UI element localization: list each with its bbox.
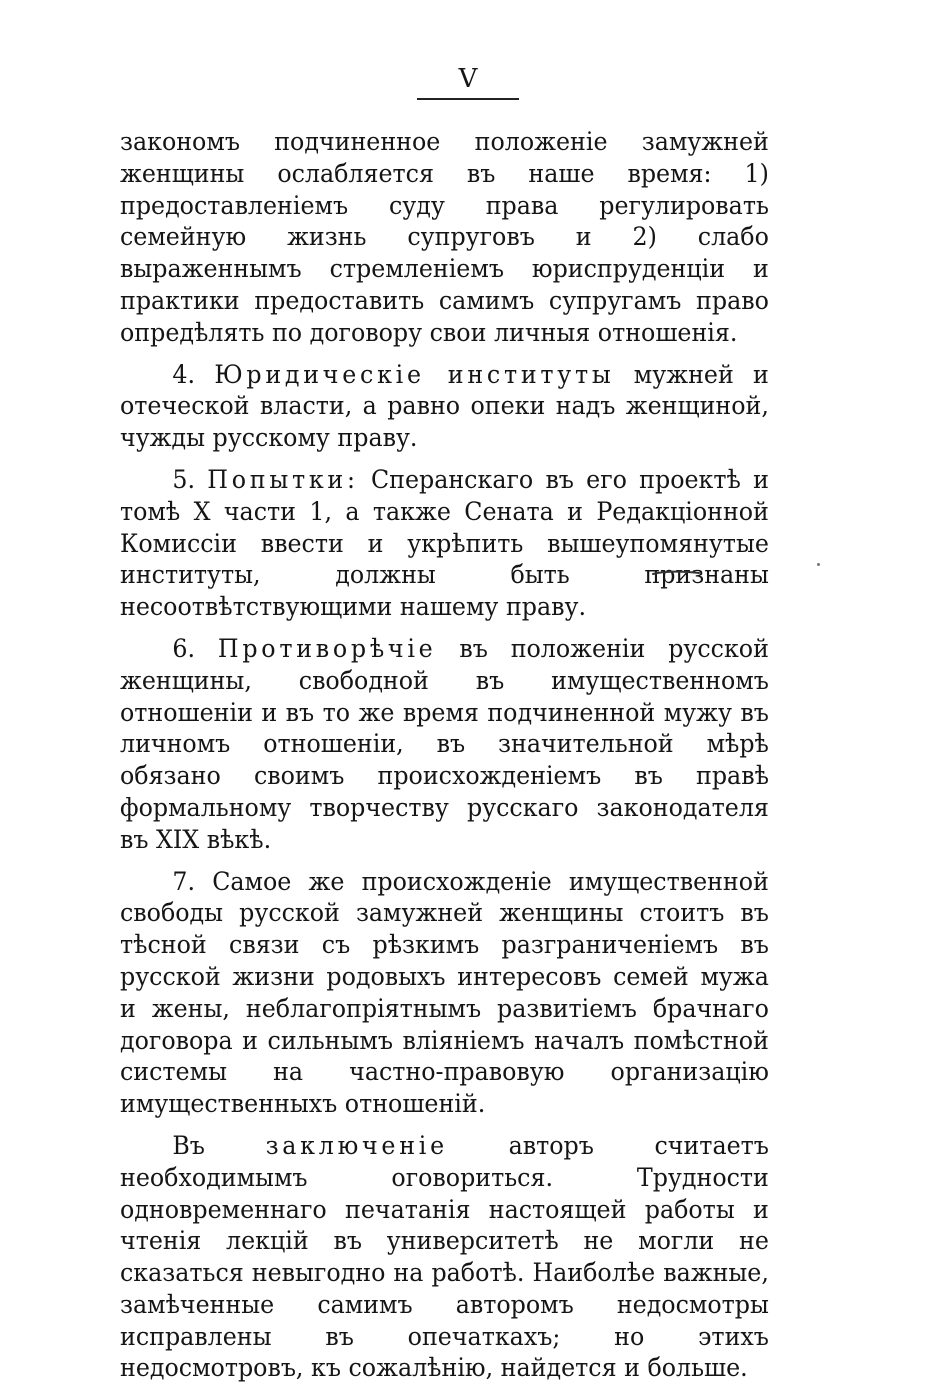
paragraph-intro [120, 126, 769, 349]
item-number: 5. [172, 463, 196, 494]
paragraph-6 [120, 633, 769, 856]
paragraph-text: мужней и отеческой власти, а равно опеки надъ женщиной, чужды русскому праву. [120, 358, 769, 453]
item-lead: Юридическіе институты [214, 358, 615, 389]
page-header [0, 64, 936, 100]
paragraph-text: Сперанскаго въ его проектѣ и томѣ X части 1, а также Сената и Редакціонной Комиссіи ввести и укрѣпить вышеупомянутые институты, должны быть признаны несоотвѣтствующими нашему праву. [120, 463, 769, 622]
page-number: V [417, 64, 520, 100]
conclusion-lead: заключеніе [265, 1129, 448, 1160]
item-number: 7. [172, 865, 196, 896]
pencil-mark [652, 570, 700, 576]
paragraph-5 [120, 464, 769, 623]
item-lead: Противорѣчіе [217, 632, 437, 663]
item-number: 6. [172, 632, 196, 663]
item-lead: Попытки: [207, 463, 359, 494]
paragraph-7 [120, 866, 769, 1120]
paragraph-4 [120, 359, 769, 454]
paragraph-text: авторъ считаетъ необходимымъ оговориться. Трудности одновременнаго печатанія настоящей работы и чтенія лекцій въ университетѣ не могли не сказаться невыгодно на работѣ. Наиболѣе важные, замѣченные самимъ авторомъ недосмотры исправлены въ опечаткахъ; но этихъ недосмотровъ, къ сожалѣнію, найдется и больше. [120, 1129, 769, 1383]
conclusion-prefix: Въ [172, 1129, 205, 1160]
paragraph-text: закономъ подчиненное положеніе замужней женщины ослабляется въ наше время: 1) предоставленіемъ суду права регулировать семейную жизнь супруговъ и 2) слабо выраженнымъ стремленіемъ юриспруденціи и практики предоставить самимъ супругамъ право опредѣлять по договору свои личныя отношенія. [120, 126, 769, 347]
item-number: 4. [172, 358, 196, 389]
paragraph-text: въ положеніи русской женщины, свободной въ имущественномъ отношеніи и въ то же время подчиненной мужу въ личномъ отношеніи, въ значительной мѣрѣ обязано своимъ происхожденіемъ въ правѣ формальному творчеству русскаго законодателя въ XIX вѣкѣ. [120, 632, 769, 854]
paragraph-text: Самое же происхожденіе имущественной свободы русской замужней женщины стоитъ въ тѣсной связи съ рѣзкимъ разграниченіемъ въ русской жизни родовыхъ интересовъ семей мужа и жены, неблагопріятнымъ развитіемъ брачнаго договора и сильнымъ вліяніемъ началъ помѣстной системы на частно-правовую организацію имущественныхъ отношеній. [120, 865, 769, 1119]
paragraph-conclusion [120, 1130, 769, 1384]
page-body [120, 126, 769, 1384]
ink-speck [817, 563, 820, 566]
